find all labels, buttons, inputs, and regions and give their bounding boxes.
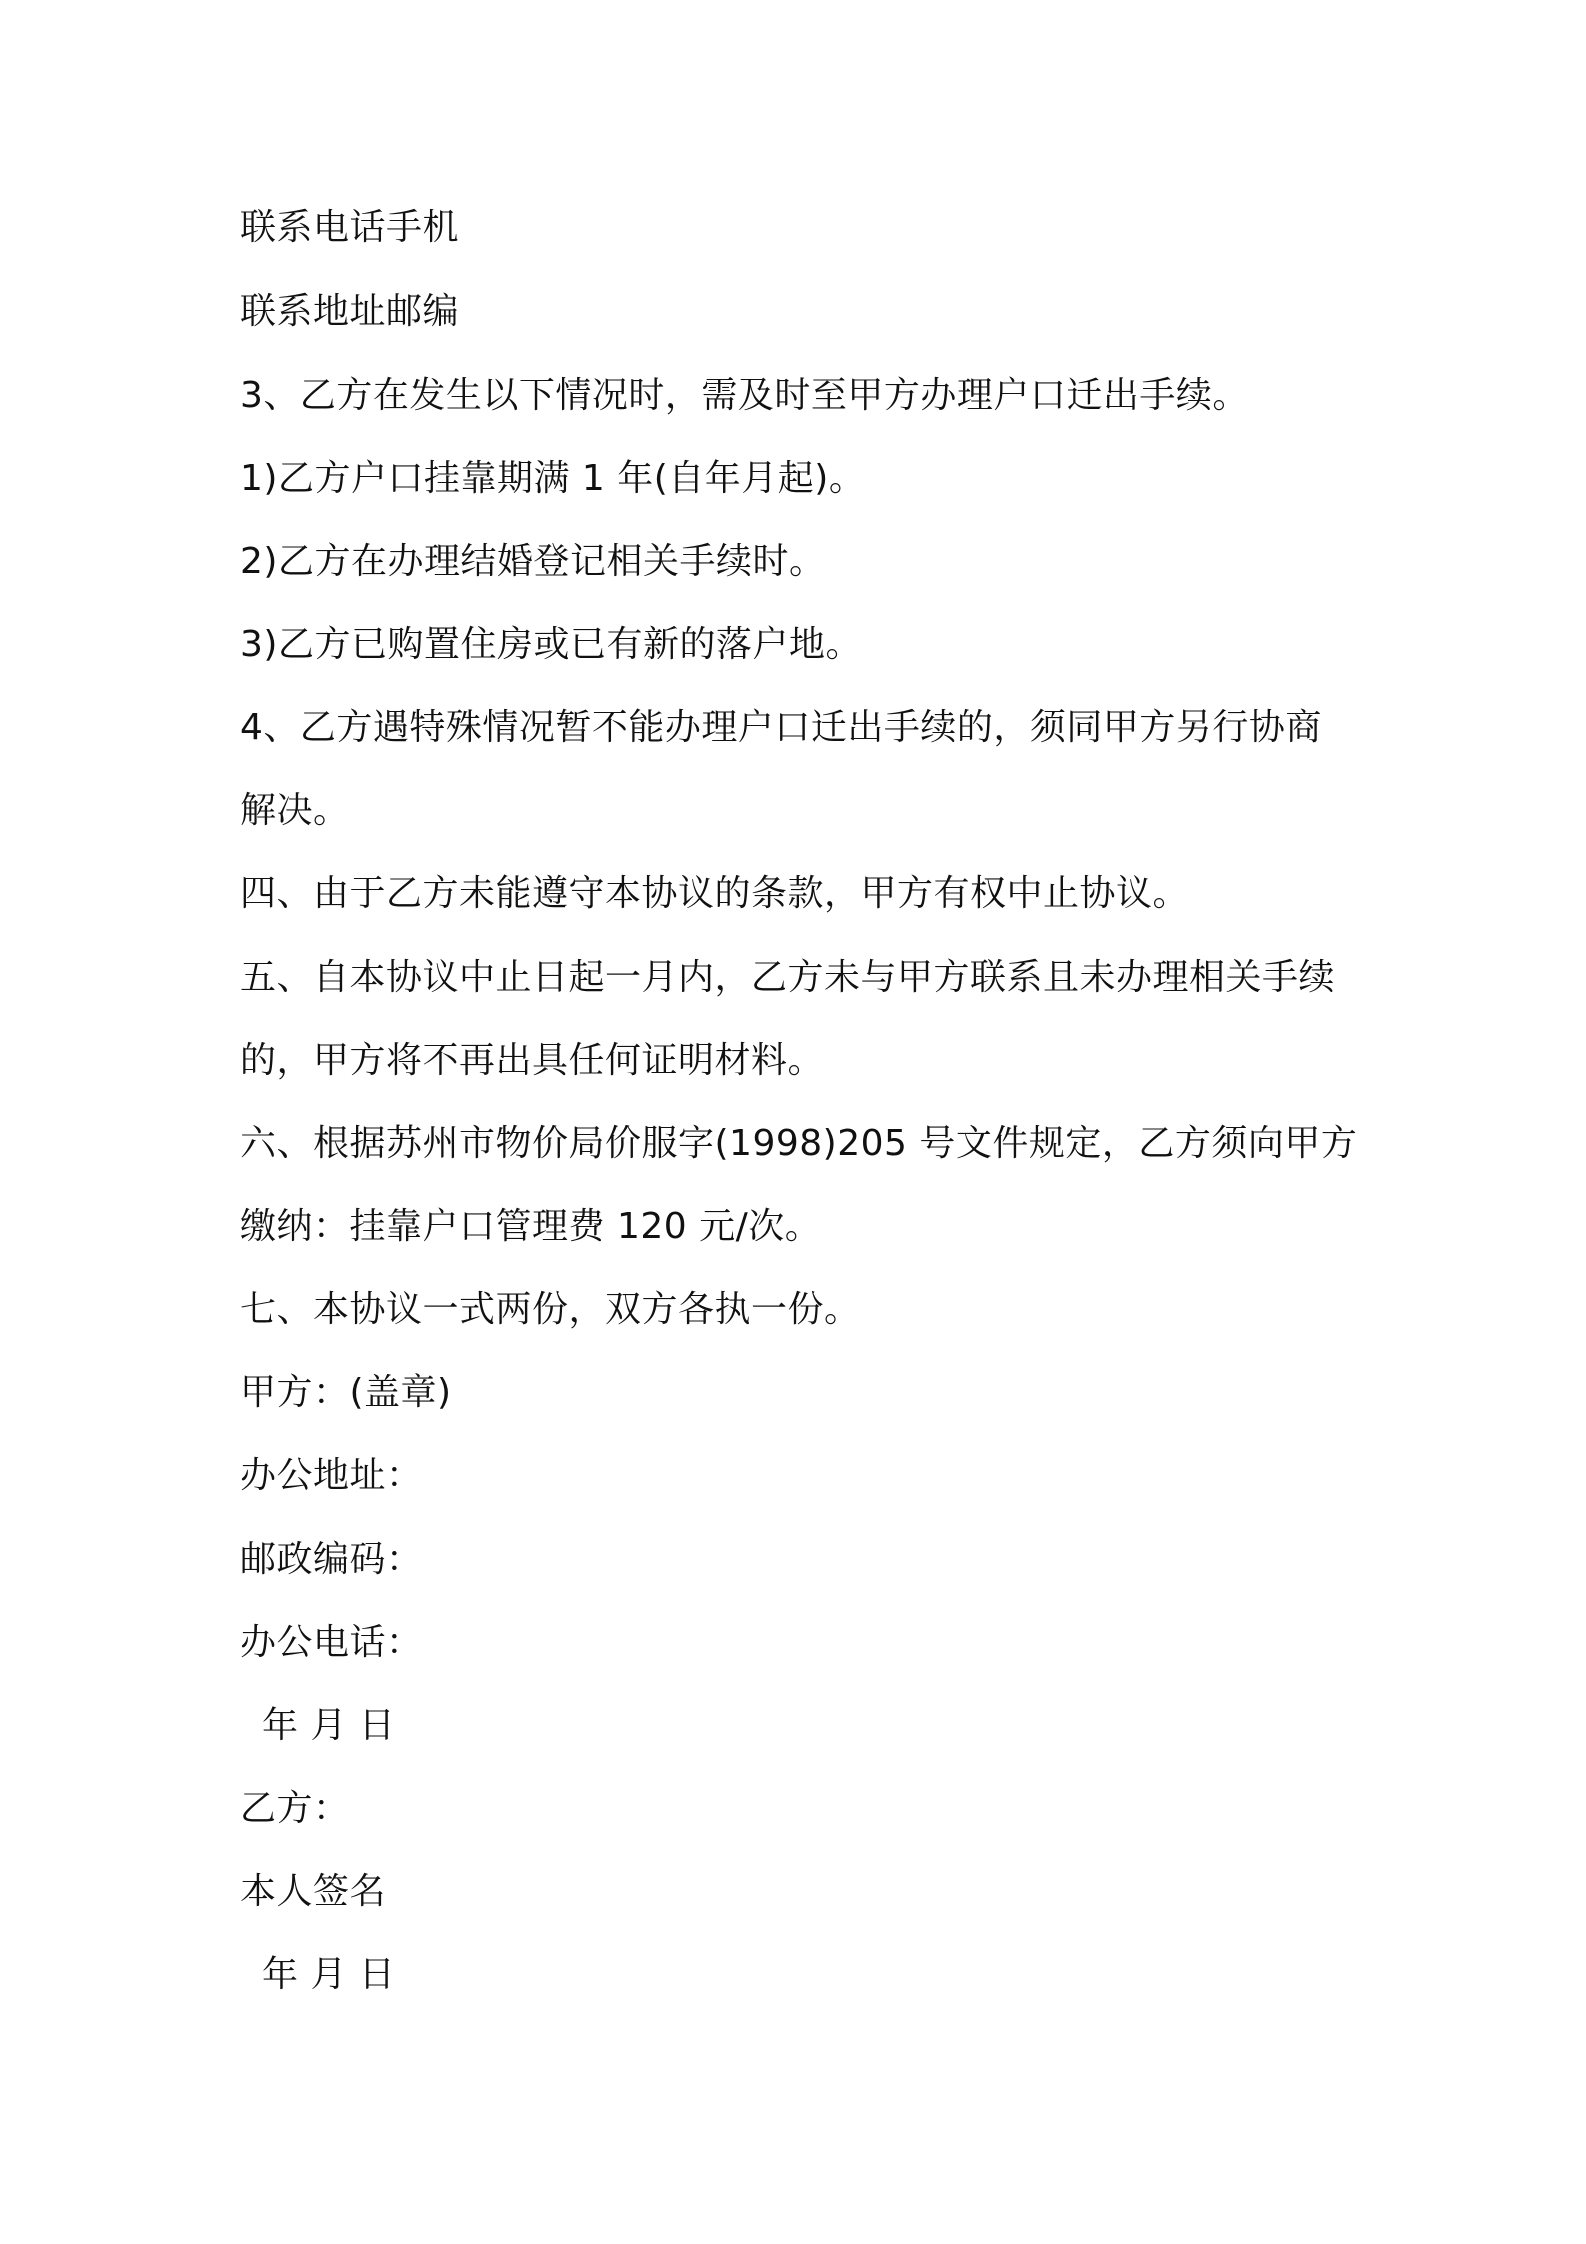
section-4-line: 四、由于乙方未能遵守本协议的条款，甲方有权中止协议。: [240, 873, 1190, 914]
section-6-line: 六、根据苏州市物价局价服字(1998)205 号文件规定，乙方须向甲方: [240, 1123, 1358, 1164]
contact-address-line: 联系地址邮编: [240, 291, 460, 332]
section-7-line: 七、本协议一式两份，双方各执一份。: [240, 1289, 861, 1330]
clause-3-item-1: 1)乙方户口挂靠期满 1 年(自年月起)。: [240, 458, 866, 499]
contact-phone-line: 联系电话手机: [240, 207, 460, 248]
clause-3-line: 3、乙方在发生以下情况时，需及时至甲方办理户口迁出手续。: [240, 375, 1249, 416]
clause-3-item-3: 3)乙方已购置住房或已有新的落户地。: [240, 624, 862, 665]
office-address-line: 办公地址：: [240, 1455, 423, 1496]
signature-line: 本人签名: [240, 1871, 387, 1912]
clause-4-line: 4、乙方遇特殊情况暂不能办理户口迁出手续的，须同甲方另行协商: [240, 707, 1322, 748]
party-a-date-line: 年 月 日: [262, 1705, 396, 1746]
office-phone-line: 办公电话：: [240, 1622, 423, 1663]
party-a-seal-line: 甲方：(盖章): [240, 1372, 452, 1413]
section-5-continuation: 的，甲方将不再出具任何证明材料。: [240, 1040, 825, 1081]
postal-code-line: 邮政编码：: [240, 1539, 423, 1580]
clause-4-continuation: 解决。: [240, 790, 350, 831]
section-5-line: 五、自本协议中止日起一月内，乙方未与甲方联系且未办理相关手续: [240, 957, 1336, 998]
party-b-date-line: 年 月 日: [262, 1954, 396, 1995]
section-6-continuation: 缴纳：挂靠户口管理费 120 元/次。: [240, 1206, 822, 1247]
party-b-line: 乙方：: [240, 1788, 350, 1829]
clause-3-item-2: 2)乙方在办理结婚登记相关手续时。: [240, 541, 826, 582]
